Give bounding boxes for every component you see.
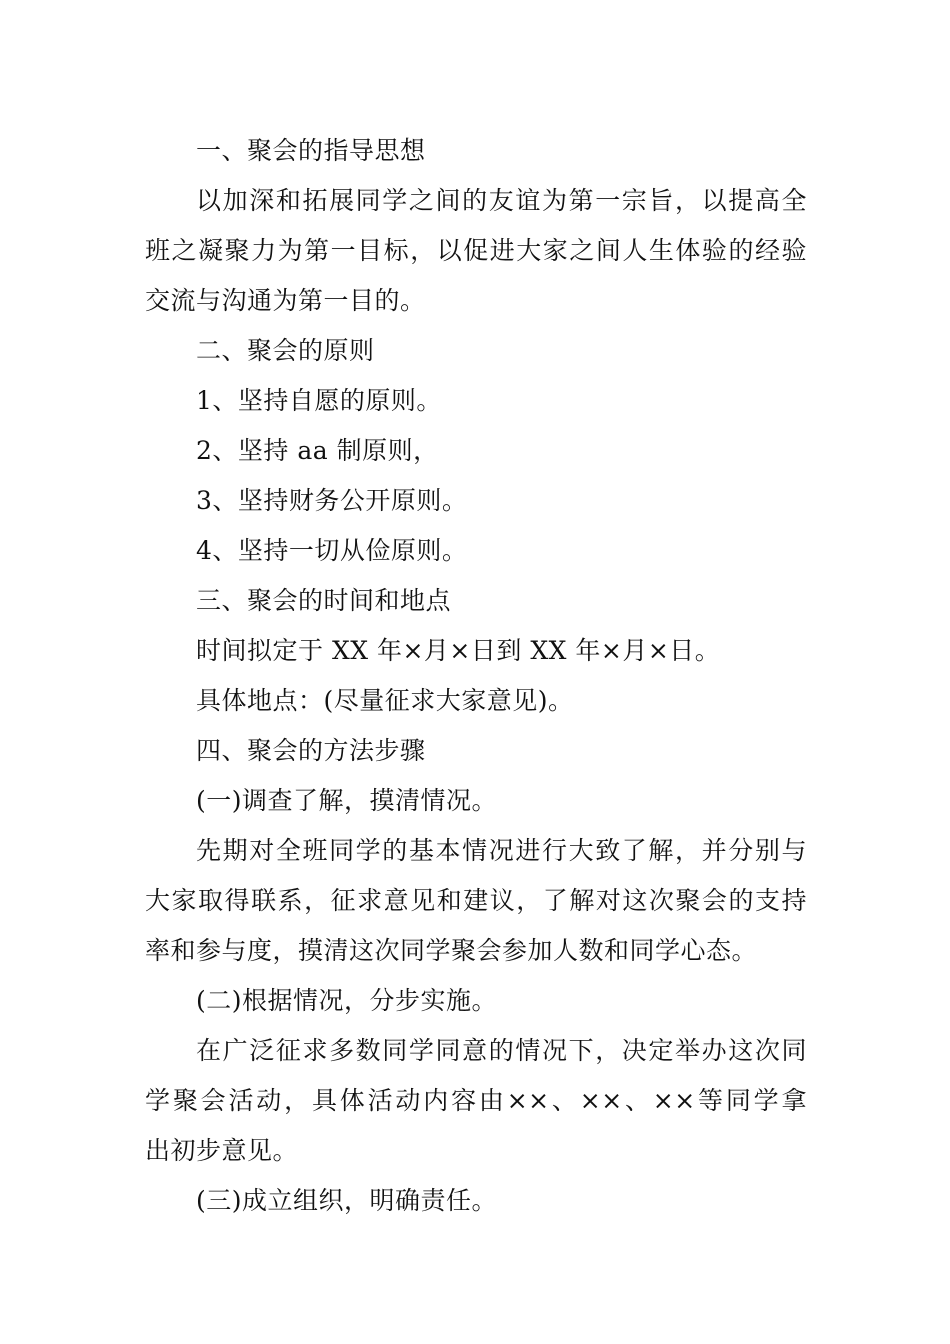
section-heading-4: 四、聚会的方法步骤	[196, 736, 426, 765]
subheading: (三)成立组织，明确责任。	[196, 1186, 498, 1215]
paragraph-line: 在广泛征求多数同学同意的情况下，决定举办这次同	[196, 1036, 807, 1065]
paragraph-line: 班之凝聚力为第一目标，以促进大家之间人生体验的经验	[145, 236, 807, 265]
list-item: 2、坚持 aa 制原则，	[196, 436, 439, 465]
list-item: 3、坚持财务公开原则。	[196, 486, 468, 515]
list-item: 4、坚持一切从俭原则。	[196, 536, 468, 565]
list-item: 1、坚持自愿的原则。	[196, 386, 442, 415]
subheading: (一)调查了解，摸清情况。	[196, 786, 498, 815]
paragraph-line: 以加深和拓展同学之间的友谊为第一宗旨，以提高全	[196, 186, 807, 215]
paragraph-line: 先期对全班同学的基本情况进行大致了解，并分别与	[196, 836, 807, 865]
paragraph-line: 出初步意见。	[145, 1136, 299, 1165]
paragraph-line: 时间拟定于 XX 年×月×日到 XX 年×月×日。	[196, 636, 721, 665]
section-heading-2: 二、聚会的原则	[196, 336, 375, 365]
paragraph-line: 大家取得联系，征求意见和建议，了解对这次聚会的支持	[145, 886, 807, 915]
paragraph-line: 学聚会活动，具体活动内容由××、××、××等同学拿	[145, 1086, 807, 1115]
paragraph-line: 率和参与度，摸清这次同学聚会参加人数和同学心态。	[145, 936, 758, 965]
subheading: (二)根据情况，分步实施。	[196, 986, 498, 1015]
paragraph-line: 具体地点：(尽量征求大家意见)。	[196, 686, 574, 715]
section-heading-3: 三、聚会的时间和地点	[196, 586, 452, 615]
section-heading-1: 一、聚会的指导思想	[196, 136, 426, 165]
paragraph-line: 交流与沟通为第一目的。	[145, 286, 426, 315]
